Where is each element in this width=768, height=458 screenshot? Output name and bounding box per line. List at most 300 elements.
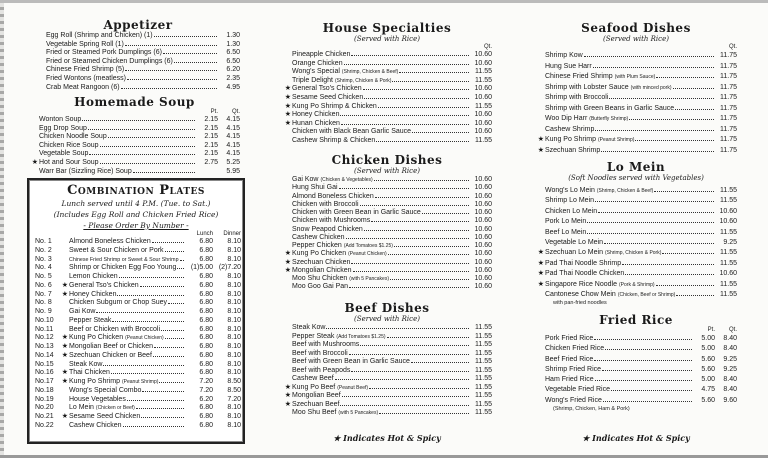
menu-item[interactable] — [535, 62, 737, 73]
menu-item[interactable] — [535, 259, 737, 269]
dot-leader — [153, 352, 184, 357]
dot-leader — [369, 384, 469, 389]
combo-number: No.21 — [35, 413, 54, 420]
menu-item[interactable] — [282, 85, 492, 94]
dot-leader — [622, 260, 714, 265]
menu-item[interactable] — [535, 51, 737, 62]
hot-spicy-legend: ★ Indicates Hot & Spicy — [333, 433, 441, 443]
dot-leader — [353, 267, 469, 272]
menu-item[interactable] — [29, 133, 240, 142]
menu-item[interactable] — [535, 217, 737, 227]
combo-number: No.12 — [35, 334, 54, 342]
price: 10.60 — [474, 242, 492, 249]
price: 6.20 — [226, 66, 240, 74]
menu-item[interactable] — [282, 341, 492, 350]
menu-item[interactable] — [35, 378, 241, 387]
chicken-dishes-section — [282, 153, 492, 292]
price: 10.60 — [474, 200, 492, 208]
item-note: (Peanut Shrimp) — [121, 379, 159, 385]
column-headers — [535, 44, 737, 51]
menu-item[interactable] — [282, 358, 492, 367]
menu-item[interactable] — [35, 396, 241, 405]
menu-item[interactable] — [535, 146, 737, 157]
dot-leader — [378, 103, 469, 108]
price: 8.40 — [723, 345, 737, 353]
price: 11.55 — [475, 349, 492, 357]
dot-leader — [161, 326, 184, 331]
dot-leader — [165, 247, 184, 252]
item-name: Kung Po Chicken — [69, 334, 124, 342]
menu-item[interactable] — [35, 334, 241, 343]
price: 11.75 — [720, 83, 737, 91]
dot-leader — [388, 250, 469, 255]
item-name: Chinese Fried Shrimp or Sweet & Sour Shrimp — [69, 256, 179, 263]
menu-item[interactable] — [282, 324, 492, 333]
price: 11.55 — [720, 280, 737, 288]
lunch-header: Lunch — [196, 231, 213, 237]
item-name: Sweet & Sour Chicken or Pork — [69, 246, 164, 254]
menu-list — [36, 32, 240, 92]
menu-item[interactable] — [282, 367, 492, 376]
dot-leader — [125, 66, 217, 71]
pint-price: 2.75 — [204, 158, 218, 166]
dot-leader — [340, 401, 469, 406]
menu-item[interactable] — [535, 344, 737, 354]
menu-item[interactable] — [282, 234, 492, 242]
menu-item[interactable] — [282, 350, 492, 359]
menu-list — [535, 186, 737, 300]
price: 10.60 — [719, 270, 737, 278]
menu-item[interactable] — [29, 159, 240, 168]
dot-leader — [346, 234, 469, 239]
dot-leader — [100, 142, 195, 147]
price: 10.60 — [474, 217, 492, 225]
pint-price: 6.80 — [199, 299, 213, 307]
price: 10.60 — [474, 85, 492, 93]
price: 1.30 — [226, 40, 240, 48]
item-name: Sesame Seed Chicken — [292, 93, 364, 101]
menu-item[interactable] — [282, 137, 492, 146]
price: 8.10 — [227, 238, 241, 245]
item-note: (Chicken, Beef or Shrimp) — [617, 291, 676, 298]
item-name: Kung Po Shrimp — [69, 378, 120, 385]
menu-item[interactable] — [29, 168, 240, 177]
price: 8.10 — [227, 360, 241, 368]
pint-price: 6.80 — [199, 273, 213, 280]
hot-spicy-star-icon: ★ — [61, 378, 68, 385]
pint-price: 6.80 — [199, 255, 213, 263]
price: 9.25 — [723, 365, 737, 373]
dot-leader — [360, 341, 469, 346]
menu-item[interactable] — [535, 104, 737, 115]
item-name: Beef or Chicken with Broccoli — [69, 325, 161, 333]
price: 8.50 — [227, 386, 241, 394]
menu-item[interactable] — [29, 125, 240, 134]
pint-price: 6.80 — [199, 351, 213, 359]
menu-item[interactable] — [35, 413, 241, 422]
menu-item[interactable] — [282, 176, 492, 184]
dot-leader — [387, 333, 469, 338]
combo-number: No.13 — [35, 343, 54, 350]
price: 11.75 — [720, 104, 737, 112]
menu-item[interactable] — [535, 207, 737, 217]
dot-leader — [595, 197, 714, 202]
section-subtitle: (Served with Rice) — [603, 35, 669, 43]
dot-leader — [89, 150, 195, 155]
item-name: Vegetable Fried Rice — [545, 386, 610, 394]
menu-item[interactable] — [282, 68, 492, 77]
menu-item[interactable] — [35, 422, 241, 431]
menu-item[interactable] — [535, 334, 737, 344]
dot-leader — [604, 239, 714, 244]
pint-price: 6.80 — [199, 360, 213, 368]
pint-price: 2.15 — [204, 133, 218, 141]
menu-item[interactable] — [282, 217, 492, 225]
price: 11.75 — [720, 94, 737, 101]
menu-item[interactable] — [35, 264, 241, 273]
hot-spicy-star-icon: ★ — [61, 343, 68, 350]
price: 10.60 — [474, 128, 492, 136]
dot-leader — [635, 136, 714, 141]
menu-item[interactable] — [282, 375, 492, 384]
hot-spicy-star-icon: ★ — [61, 369, 68, 377]
pint-price: 7.20 — [199, 386, 213, 394]
menu-item[interactable] — [36, 58, 240, 67]
menu-item[interactable] — [282, 77, 492, 86]
menu-item[interactable] — [282, 120, 492, 129]
item-note: (Butterfly Shrimp) — [589, 116, 629, 122]
hot-spicy-star-icon: ★ — [31, 158, 38, 166]
item-name: Egg Roll (Shrimp and Chicken) (1) — [46, 32, 153, 39]
menu-item[interactable] — [35, 282, 241, 291]
menu-item[interactable] — [36, 75, 240, 84]
dot-leader — [374, 176, 469, 181]
menu-item[interactable] — [35, 352, 241, 361]
menu-item[interactable] — [535, 269, 737, 279]
item-name: Woo Dip Harr — [545, 115, 588, 122]
pint-price: 6.80 — [199, 325, 213, 333]
price: 11.55 — [475, 136, 492, 144]
menu-item[interactable] — [535, 135, 737, 146]
menu-item[interactable] — [535, 385, 737, 395]
item-name: Pad Thai Noodle Chicken — [545, 270, 625, 278]
dot-leader — [422, 209, 469, 214]
dot-leader — [412, 128, 469, 133]
item-name: Beef Lo Mein — [545, 228, 587, 236]
item-name: Mongolian Beef — [292, 392, 341, 399]
section-title: Homemade Soup — [74, 95, 195, 109]
item-name: Cashew Chicken — [69, 421, 122, 429]
item-note: (with Plum Sauce) — [614, 74, 656, 80]
menu-item[interactable] — [35, 317, 241, 326]
item-name: Chicken Subgum or Chop Suey — [69, 299, 168, 307]
combo-number: No.14 — [35, 351, 54, 359]
dot-leader — [136, 404, 184, 409]
menu-item[interactable] — [282, 283, 492, 291]
menu-item[interactable] — [282, 94, 492, 103]
dot-leader — [594, 356, 692, 361]
menu-item[interactable] — [35, 273, 241, 282]
section-title: House Specialties — [322, 21, 452, 35]
menu-item[interactable] — [282, 201, 492, 209]
dot-leader — [326, 324, 469, 329]
item-name: Cantonese Chow Mein — [545, 290, 616, 298]
menu-item[interactable] — [35, 369, 241, 378]
price: 11.75 — [720, 136, 737, 143]
item-name: Crab Meat Rangoon (6) — [46, 83, 120, 91]
item-name: General Tso's Chicken — [292, 85, 362, 93]
price: 11.55 — [720, 249, 737, 257]
item-note: (Chicken & Vegetables) — [320, 177, 373, 183]
item-name: Wong's Fried Rice — [545, 396, 602, 404]
item-name: Wong's Special — [292, 68, 340, 76]
dot-leader — [351, 259, 469, 264]
price: 10.60 — [474, 59, 492, 67]
price: 11.55 — [720, 228, 737, 236]
menu-item[interactable] — [535, 396, 737, 406]
dot-leader — [390, 275, 469, 280]
item-name: Pad Thai Noodle Shrimp — [545, 259, 622, 267]
menu-item[interactable] — [282, 250, 492, 258]
section-title: Beef Dishes — [344, 301, 430, 315]
hot-spicy-star-icon: ★ — [537, 146, 544, 154]
dot-leader — [598, 208, 714, 213]
menu-item[interactable] — [35, 387, 241, 396]
hot-spicy-star-icon: ★ — [284, 119, 291, 127]
item-name: Moo Goo Gai Pan — [292, 283, 349, 291]
price: 10.60 — [474, 119, 492, 127]
price: 6.50 — [226, 49, 240, 57]
pint-price: 7.20 — [199, 378, 213, 385]
menu-item[interactable] — [282, 409, 492, 418]
combo-number: No. 7 — [35, 290, 52, 298]
menu-item[interactable] — [282, 184, 492, 192]
item-note: (Peanut Chicken) — [348, 251, 387, 258]
menu-item[interactable] — [35, 238, 241, 247]
dot-leader — [121, 84, 217, 89]
pt-header: Pt. — [707, 327, 715, 333]
dot-leader — [349, 350, 469, 355]
menu-list — [282, 324, 492, 418]
menu-item[interactable] — [282, 392, 492, 401]
dot-leader — [392, 77, 469, 82]
item-note: (Add Tomatoes $1.25) — [343, 243, 393, 249]
price: 10.60 — [474, 275, 492, 282]
dot-leader — [379, 409, 469, 414]
item-name: Szechuan Lo Mein — [545, 249, 603, 257]
menu-item[interactable] — [35, 326, 241, 335]
menu-item[interactable] — [535, 228, 737, 238]
menu-item[interactable] — [29, 116, 240, 125]
price: 8.50 — [227, 378, 241, 385]
menu-item[interactable] — [535, 375, 737, 385]
dot-leader — [587, 218, 714, 223]
menu-item[interactable] — [535, 186, 737, 196]
menu-item[interactable] — [282, 209, 492, 217]
dot-leader — [340, 111, 469, 116]
dot-leader — [394, 242, 469, 247]
item-note: (Shrimp, Chicken & Pork) — [604, 250, 662, 257]
hot-spicy-star-icon: ★ — [61, 281, 68, 289]
dot-leader — [142, 387, 184, 392]
menu-item[interactable] — [535, 196, 737, 206]
combo-number: No.17 — [35, 378, 54, 385]
dot-leader — [603, 397, 692, 402]
menu-item[interactable] — [35, 404, 241, 413]
menu-item[interactable] — [535, 238, 737, 248]
item-name: Chinese Fried Shrimp — [545, 73, 613, 80]
menu-item[interactable] — [282, 401, 492, 410]
price: 10.60 — [474, 266, 492, 274]
menu-item[interactable] — [36, 32, 240, 41]
menu-item[interactable] — [35, 361, 241, 370]
item-name: Shrimp or Chicken Egg Foo Young — [69, 264, 177, 272]
item-note: (Shrimp, Chicken & Beef) — [341, 69, 399, 76]
menu-item[interactable] — [282, 60, 492, 69]
item-name: Beef with Peapods — [292, 366, 351, 374]
dot-leader — [341, 120, 469, 125]
hot-spicy-star-icon: ★ — [537, 280, 544, 288]
item-name: Gai Kow — [292, 176, 319, 183]
price: 8.10 — [227, 299, 241, 307]
menu-item[interactable] — [282, 226, 492, 234]
price: 9.60 — [723, 396, 737, 404]
menu-item[interactable] — [36, 41, 240, 50]
pint-price: 6.80 — [199, 404, 213, 412]
price: 1.30 — [226, 32, 240, 39]
dot-leader — [375, 193, 469, 198]
dot-leader — [656, 281, 714, 286]
soup-section — [29, 95, 240, 176]
item-name: Vegetable Spring Roll (1) — [46, 40, 124, 48]
price: 10.60 — [474, 209, 492, 216]
item-name: Steak Kow — [292, 324, 326, 331]
dot-leader — [673, 84, 714, 89]
combo-number: No.16 — [35, 369, 54, 377]
dot-leader — [117, 291, 184, 296]
menu-item[interactable] — [282, 51, 492, 60]
item-name: Beef with Green Bean in Garlic Sauce — [292, 358, 410, 365]
price: 4.15 — [226, 124, 240, 132]
item-name: Vegetable Soup — [39, 150, 89, 158]
item-name: Hunan Chicken — [292, 119, 340, 127]
item-name: Kung Po Beef — [292, 383, 336, 391]
price: 8.10 — [227, 281, 241, 289]
menu-item[interactable] — [535, 83, 737, 94]
pint-price: 5.60 — [701, 365, 715, 373]
menu-item[interactable] — [35, 247, 241, 256]
menu-item[interactable] — [535, 72, 737, 83]
menu-item[interactable] — [35, 343, 241, 352]
dot-leader — [595, 376, 692, 381]
menu-item[interactable] — [282, 128, 492, 137]
price: 11.55 — [475, 358, 492, 365]
pint-price: 5.00 — [701, 376, 715, 384]
menu-item[interactable] — [282, 242, 492, 250]
menu-item[interactable] — [36, 66, 240, 75]
menu-item[interactable] — [535, 114, 737, 125]
combo-number: No. 6 — [35, 281, 52, 289]
item-note: (with 5 Pancakes) — [349, 276, 390, 282]
price: 4.95 — [226, 83, 240, 91]
menu-item[interactable] — [29, 150, 240, 159]
item-name: Sesame Seed Chicken — [69, 413, 141, 420]
menu-item[interactable] — [535, 365, 737, 375]
hot-spicy-star-icon: ★ — [284, 93, 291, 101]
dot-leader — [112, 317, 184, 322]
price: 10.60 — [474, 258, 492, 266]
menu-item[interactable] — [535, 280, 737, 290]
item-name: Singapore Rice Noodle — [545, 280, 617, 288]
menu-item[interactable] — [535, 355, 737, 365]
price: 4.15 — [226, 116, 240, 123]
menu-item[interactable] — [282, 275, 492, 283]
dot-leader — [180, 256, 184, 261]
price: 4.15 — [226, 133, 240, 141]
price: 10.60 — [474, 51, 492, 58]
price: 11.75 — [720, 115, 737, 122]
price: 11.55 — [475, 366, 492, 374]
combo-number: No.10 — [35, 316, 54, 324]
combo-number: No. 8 — [35, 299, 52, 307]
menu-item[interactable] — [35, 291, 241, 300]
menu-item[interactable] — [282, 103, 492, 112]
price: 11.55 — [475, 400, 492, 408]
pint-price: (1)5.00 — [190, 264, 213, 272]
menu-item[interactable] — [36, 49, 240, 58]
item-name: Shrimp with Broccoli — [545, 94, 609, 101]
menu-item[interactable] — [35, 308, 241, 317]
item-name: Szechuan Chicken or Beef — [69, 351, 152, 359]
dot-leader — [587, 229, 714, 234]
section-subtitle: (Served with Rice) — [354, 167, 420, 175]
item-name: Gai Kow — [69, 308, 96, 315]
dot-leader — [376, 137, 469, 142]
dot-leader — [174, 58, 217, 63]
item-name: Pork Fried Rice — [545, 335, 594, 342]
dot-leader — [629, 115, 714, 120]
item-name: Wong's Lo Mein — [545, 187, 595, 194]
menu-item[interactable] — [35, 299, 241, 308]
menu-item[interactable] — [282, 384, 492, 393]
combo-number: No. 1 — [35, 238, 52, 245]
menu-item[interactable] — [535, 125, 737, 136]
menu-item[interactable] — [282, 333, 492, 342]
price: 10.60 — [474, 111, 492, 119]
menu-item[interactable] — [282, 111, 492, 120]
item-name: Chicken Noodle Soup — [39, 133, 107, 141]
menu-item[interactable] — [282, 267, 492, 275]
item-name: Shrimp Fried Rice — [545, 365, 602, 373]
item-note: (Peanut Beef) — [337, 384, 369, 391]
section-title: Lo Mein — [606, 160, 666, 174]
price: 8.10 — [227, 290, 241, 298]
menu-item[interactable] — [29, 142, 240, 151]
section-title: Chicken Dishes — [331, 153, 443, 167]
appetizer-section — [36, 18, 240, 92]
menu-item[interactable] — [535, 290, 737, 300]
item-name: Warr Bar (Sizzling Rice) Soup — [39, 167, 132, 175]
menu-list — [535, 334, 737, 406]
menu-item[interactable] — [35, 256, 241, 265]
pint-price: 4.75 — [701, 386, 715, 394]
menu-item[interactable] — [282, 193, 492, 201]
menu-item[interactable] — [282, 259, 492, 267]
menu-item[interactable] — [535, 93, 737, 104]
menu-item[interactable] — [535, 248, 737, 258]
menu-item[interactable] — [36, 84, 240, 93]
price: 11.55 — [475, 68, 492, 76]
